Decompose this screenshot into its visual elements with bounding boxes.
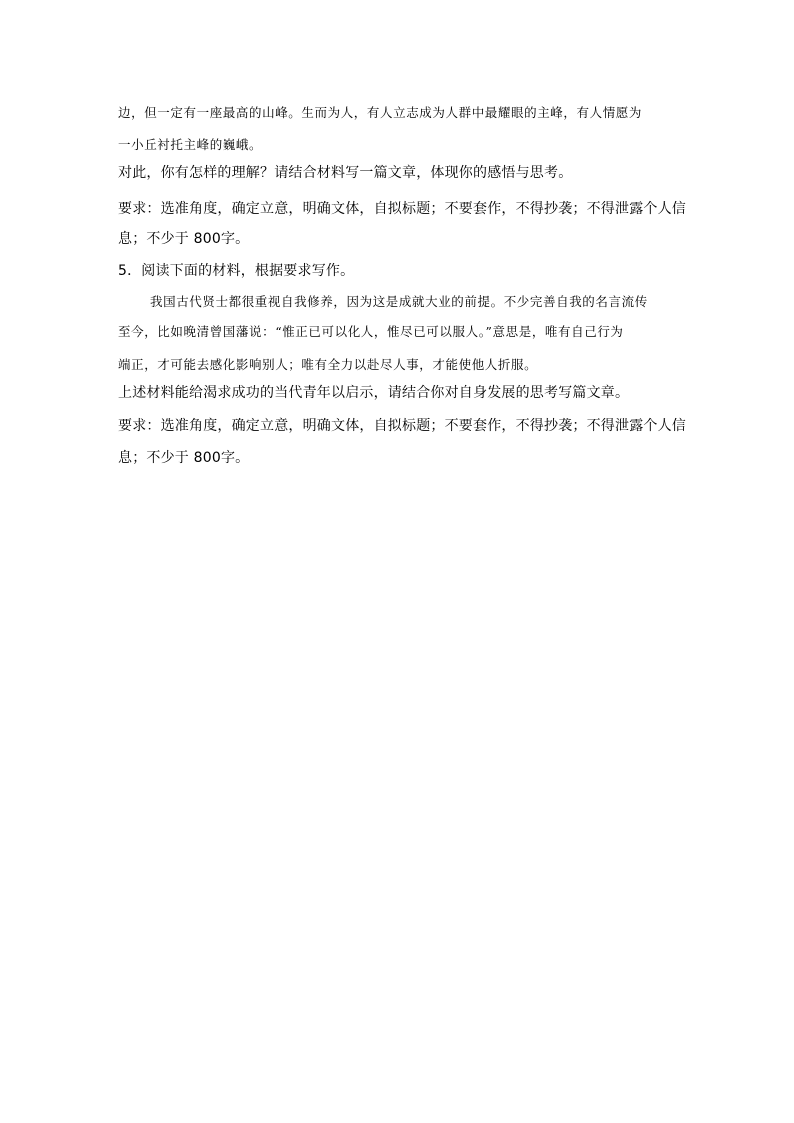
prompt-4-requirement-line-2: 息；不少于 800字。 bbox=[118, 231, 250, 247]
question-5-requirement-line-1: 要求：选准角度，确定立意，明确文体，自拟标题；不要套作，不得抄袭；不得泄露个人信 bbox=[118, 418, 686, 434]
prompt-4-question: 对此，你有怎样的理解？请结合材料写一篇文章，体现你的感悟与思考。 bbox=[118, 165, 573, 181]
question-5-requirement-line-2: 息；不少于 800字。 bbox=[118, 450, 250, 466]
question-5-material-line-2: 至今，比如晚清曾国藩说：“惟正已可以化人，惟尽已可以服人。”意思是，唯有自己行为 bbox=[118, 324, 624, 339]
prompt-4-requirement-line-1: 要求：选准角度，确定立意，明确文体，自拟标题；不要套作，不得抄袭；不得泄露个人信 bbox=[118, 201, 686, 217]
question-5-material-line-1: 我国古代贤士都很重视自我修养，因为这是成就大业的前提。不少完善自我的名言流传 bbox=[150, 294, 648, 309]
material-4-line-1: 边，但一定有一座最高的山峰。生而为人，有人立志成为人群中最耀眼的主峰，有人情愿为 bbox=[118, 105, 643, 120]
material-4-line-2: 一小丘衬托主峰的巍峨。 bbox=[118, 137, 263, 152]
question-5-question: 上述材料能给渴求成功的当代青年以启示，请结合你对自身发展的思考写篇文章。 bbox=[118, 385, 630, 401]
question-5-material-line-3: 端正，才可能去感化影响别人；唯有全力以赴尽人事，才能使他人折服。 bbox=[118, 357, 538, 372]
question-5-heading: 5．阅读下面的材料，根据要求写作。 bbox=[118, 263, 355, 279]
